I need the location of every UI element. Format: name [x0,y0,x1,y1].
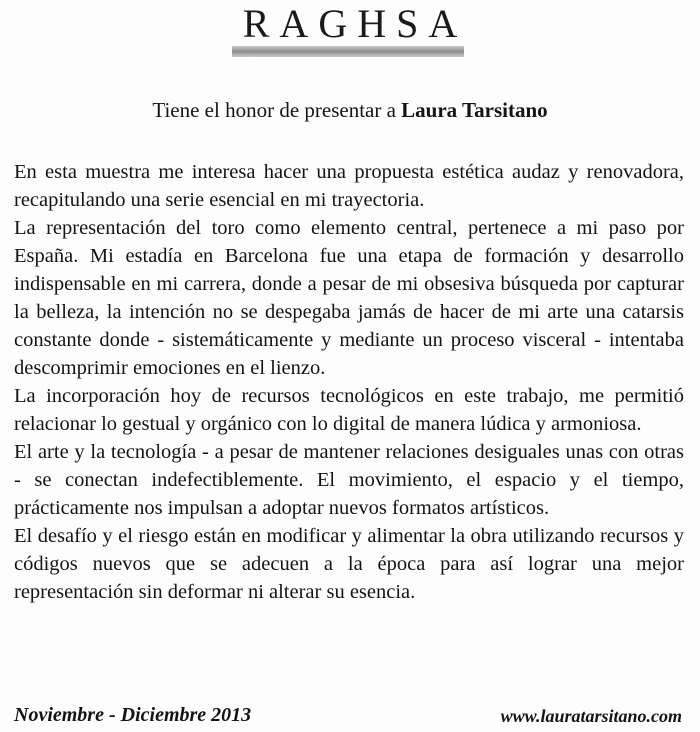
paragraph: En esta muestra me interesa hacer una propuesta estética audaz y renovadora, recapitulando una serie esencial en mi trayectoria. [14,161,684,211]
intro-lead: Tiene el honor de presentar a [152,98,402,122]
paragraph: La incorporación hoy de recursos tecnológicos en este trabajo, me permitió relacionar lo gestual y orgánico con lo digital de manera lúdica y armoniosa. [14,385,684,435]
artist-name: Laura Tarsitano [401,98,548,122]
paragraph: La representación del toro como elemento central, pertenece a mi paso por España. Mi estadía en Barcelona fue una etapa de formación y desarrollo indispensable en mi carrera, donde a pesar de mi obsesiva búsqueda por capturar la belleza, la intención no se despegaba jamás de hacer de mi arte una catarsis constante donde - sistemáticamente y mediante un proceso visceral - intentaba descomprimir emociones en el lienzo. [14,217,684,379]
statement-body [14,158,684,606]
intro-line [0,96,700,124]
paragraph: El desafío y el riesgo están en modificar y alimentar la obra utilizando recursos y códigos nuevos que se adecuen a la época para así lograr una mejor representación sin deformar ni alterar su esencia. [14,525,684,603]
artist-website: www.lauratarsitano.com [500,706,682,726]
masthead [0,2,700,46]
brand-underline-bar [232,46,464,57]
exhibition-dates: Noviembre - Diciembre 2013 [14,704,252,726]
paragraph: El arte y la tecnología - a pesar de mantener relaciones desiguales unas con otras - se conectan indefectiblemente. El movimiento, el espacio y el tiempo, prácticamente nos impulsan a adoptar nuevos formatos artísticos. [14,441,684,519]
brand-logo: RAGHSA [242,1,468,46]
